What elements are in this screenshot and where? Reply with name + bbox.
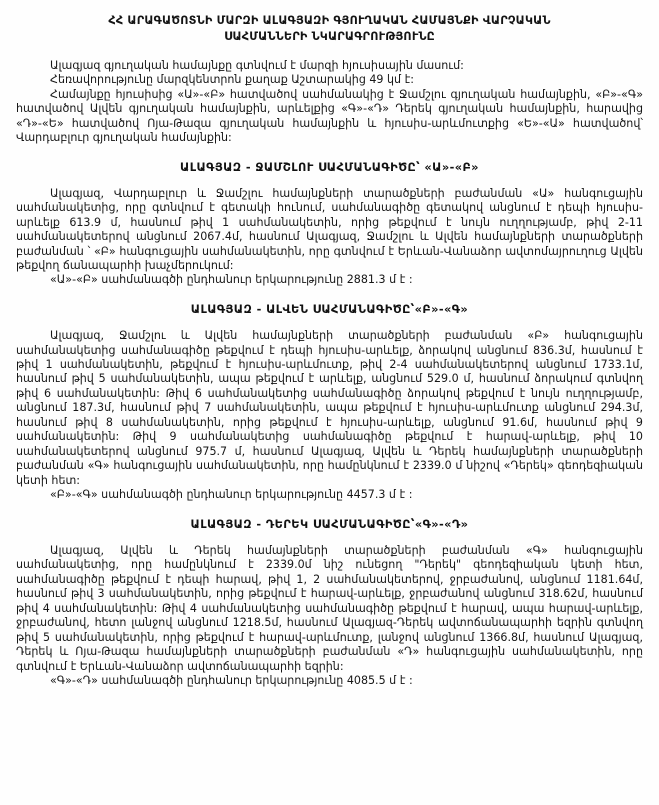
section-heading-3: ԱԼԱԳՅԱԶ - ԴԵՐԵԿ ՍԱՀՄԱՆԱԳԻԾԸ՝«Գ»-«Դ» <box>190 516 469 531</box>
section-heading-1: ԱԼԱԳՅԱԶ - ՋԱՄՇԼՈՒ ՍԱՀՄԱՆԱԳԻԾԸ՝ «Ա»-«Բ» <box>180 159 479 174</box>
page-title-line-1: ՀՀ ԱՐԱԳԱԾՈՏՆԻ ՄԱՐԶԻ ԱԼԱԳՅԱԶԻ ԳՅՈՒՂԱԿԱՆ ՀԱՄԱՅՆՔԻ ՎԱՐՉԱԿԱՆ <box>108 14 551 27</box>
section-alagyaz-derek <box>16 517 643 689</box>
section-alagyaz-alven <box>16 302 643 503</box>
section-closing-1: «Ա»-«Բ» սահմանագծի ընդհանուր երկարությունը 2881.3 մ է : <box>50 273 413 287</box>
section-alagyaz-jamshlu <box>16 160 643 288</box>
intro-line-2: Հեռավորությունը մարզկենտրոն քաղաք Աշտարակից 49 կմ է: <box>50 73 415 87</box>
intro-paragraph: Համայնքը հյուսիսից «Ա»-«Բ» հատվածով սահմանակից է Ջամշլու գյուղական համայնքին, «Բ»-«Գ» հատվածով Ալվեն գյուղական համայնքին, արևելքից «Գ»-«Դ» Դերեկ գյուղական համայնքին, հարավից «Դ»-«Ե» հատվածով Ոյա-Թազա գյուղական համայնքին և հյուսիս-արևմուտքից «Ե»-«Ա» հատվածով՝ Վարդաբլուր գյուղական համայնքին: <box>16 87 643 145</box>
intro-block <box>16 59 643 146</box>
page-title <box>16 13 643 45</box>
section-heading-2: ԱԼԱԳՅԱԶ - ԱԼՎԵՆ ՍԱՀՄԱՆԱԳԻԾԸ՝«Բ»-«Գ» <box>190 302 469 317</box>
section-paragraph-1: Ալագյազ, Վարդաբլուր և Ջամշլու համայնքների տարածքների բաժանման «Ա» հանգուցային սահմանակետից, որը գտնվում է գետակի հունում, սահմանագիծը գետակով անցնում է դեպի հյուսիս-արևելք 613.9 մ, հասնում թիվ 1 սահմանակետին, որից թեքվում է նույն ուղղությամբ, թիվ 2-11 սահմանակետերով անցնում 2067.4մ, հասնում Ալագյազ, Ջամշլու և Ալվեն համայնքների տարածքների բաժանման ՝ «Բ» հանգուցային սահմանակետին, որը գտնվում է Երևան-Վանաձոր ավտոմայրուղուց Ալվեն թեքվող ճանապարհի խաչմերուկում: <box>16 186 643 272</box>
section-closing-2: «Բ»-«Գ» սահմանագծի ընդհանուր երկարությունը 4457.3 մ է : <box>50 488 413 502</box>
page-title-line-2: ՍԱՀՄԱՆՆԵՐԻ ՆԿԱՐԱԳՐՈՒԹՅՈՒՆԸ <box>224 29 435 43</box>
section-paragraph-2: Ալագյազ, Ջամշլու և Ալվեն համայնքների տարածքների բաժանման «Բ» հանգուցային սահմանակետից սահմանագիծը թեքվում է դեպի հյուսիս-արևելք, ձորակով անցնում 836.3մ, հասնում է թիվ 1 սահմանակետին, թեքվում է հյուսիս-արևմուտք, թիվ 2-4 սահմանակետերով անցնում 1733.1մ, հասնում թիվ 5 սահմանակետին, ապա թեքվում է արևելք, անցնում 529.0 մ, հասնում ձորակում գտնվող թիվ 6 սահմանակետին: Թիվ 6 սահմանակետից սահմանագիծը ձորակով թեքվում է նույն ուղղությամբ, անցնում 187.3մ, հասնում թիվ 7 սահմանակետին, ապա թեքվում է հյուսիս-արևմուտք անցնում 294.3մ, հասնում թիվ 8 սահմանակետին, որից թեքվում է հյուսիս-արևելք, անցնում 91.6մ, հասնում թիվ 9 սահմանակետին: Թիվ 9 սահմանակետից սահմանագիծը թեքվում է հարավ-արևելք, թիվ 10 սահմանակետերով անցնում 975.7 մ, հասնում Ալագյազ, Ալվեն և Դերեկ համայնքների տարածքների բաժանման «Գ» հանգուցային սահմանակետին, որը համընկնում է 2339.0 մ նիշով «Դերեկ» գեոդեզիական կետի հետ: <box>16 329 643 487</box>
section-closing-3: «Գ»-«Դ» սահմանագծի ընդհանուր երկարությունը 4085.5 մ է : <box>50 674 413 688</box>
section-paragraph-3: Ալագյազ, Ալվեն և Դերեկ համայնքների տարածքների բաժանման «Գ» հանգուցային սահմանակետից, որը համընկնում է 2339.0մ նիշ ունեցող "Դերեկ" գեոդեզիական կետի հետ, սահմանագիծը թեքվում է դեպի հարավ, թիվ 1, 2 սահմանակետերով, ջրբաժանով, անցնում 1181.64մ, հասնում թիվ 3 սահմանակետին, որից թեքվում է հարավ-արևելք, ջրբաժանով անցնում 318.62մ, հասնում թիվ 4 սահմանակետին: Թիվ 4 սահմանակետից սահմանագիծը թեքվում է հարավ, ապա հարավ-արևելք, ջրբաժանով, հետո լանջով անցնում 1218.5մ, հասնում Ալագյազ-Դերեկ ավտոճանապարհի եզրին գտնվող թիվ 5 սահմանակետին, որից թեքվում է հարավ-արևմուտք, լանջով անցնում 1366.8մ, հասնում Ալագյազ, Դերեկ և Ոյա-Թազա համայնքների տարածքների բաժանման «Դ» հանգուցային սահմանակետին, որը գտնվում է Երևան-Վանաձոր ավտոճանապարհի եզրին: <box>16 543 643 673</box>
intro-line-1: Ալագյազ գյուղական համայնքը գտնվում է մարզի հյուսիսային մասում: <box>50 58 464 72</box>
